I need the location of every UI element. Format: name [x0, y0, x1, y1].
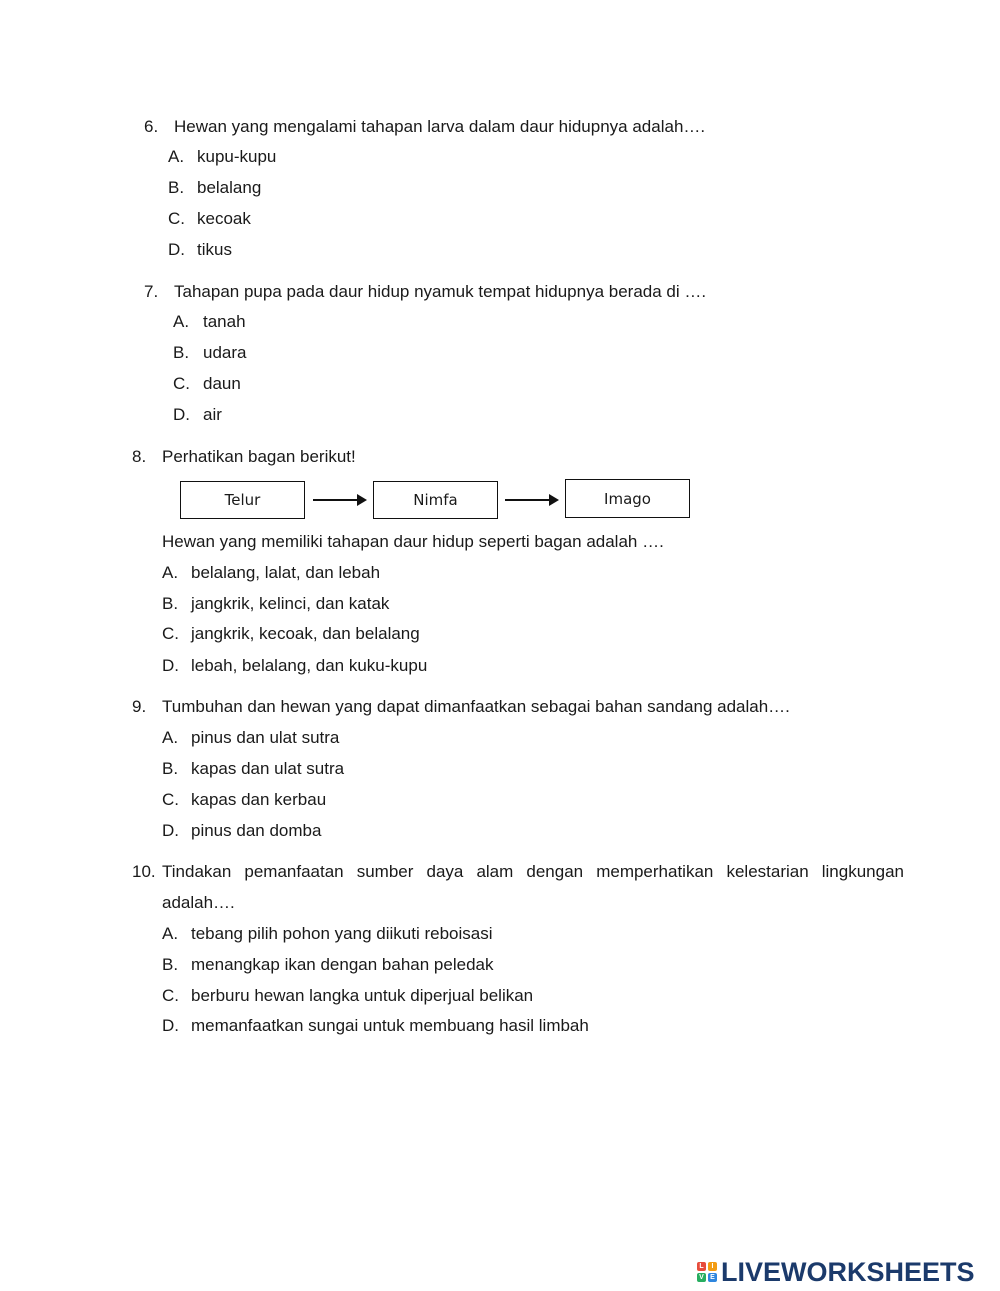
- option-letter: A.: [173, 312, 190, 331]
- logo-wordmark: LIVEWORKSHEETS: [721, 1256, 975, 1287]
- option-text: kupu-kupu: [197, 147, 277, 166]
- question-number: 9.: [132, 697, 147, 716]
- option-letter: D.: [173, 405, 190, 424]
- option-letter: A.: [162, 728, 179, 747]
- question-number: 7.: [144, 282, 159, 301]
- option-text: air: [203, 405, 222, 424]
- option-text: jangkrik, kecoak, dan belalang: [191, 624, 420, 643]
- option-letter: B.: [162, 955, 179, 974]
- liveworksheets-logo-icon: [697, 1262, 717, 1282]
- question-text-line1: Tindakan pemanfaatan sumber daya alam dengan memperhatikan kelestarian lingkungan: [162, 862, 904, 881]
- option-text: memanfaatkan sungai untuk membuang hasil limbah: [191, 1016, 589, 1035]
- option-letter: A.: [168, 147, 185, 166]
- option-letter: A.: [162, 563, 179, 582]
- question-text: Tahapan pupa pada daur hidup nyamuk tempat hidupnya berada di ….: [174, 282, 707, 301]
- option-letter: C.: [162, 790, 179, 809]
- question-text: Hewan yang mengalami tahapan larva dalam daur hidupnya adalah….: [174, 117, 706, 136]
- option-text: tikus: [197, 240, 232, 259]
- question-followup: Hewan yang memiliki tahapan daur hidup seperti bagan adalah ….: [162, 532, 664, 551]
- option-letter: B.: [168, 178, 185, 197]
- option-letter: C.: [162, 624, 179, 643]
- option-letter: B.: [162, 594, 179, 613]
- option-text: belalang: [197, 178, 262, 197]
- option-text: udara: [203, 343, 247, 362]
- arrow-icon: [313, 499, 365, 501]
- option-letter: D.: [162, 656, 179, 675]
- option-text: pinus dan ulat sutra: [191, 728, 340, 747]
- option-letter: C.: [168, 209, 185, 228]
- option-text: lebah, belalang, dan kuku-kupu: [191, 656, 428, 675]
- logo-tile-l: L: [697, 1262, 706, 1271]
- option-letter: D.: [168, 240, 185, 259]
- option-text: menangkap ikan dengan bahan peledak: [191, 955, 494, 974]
- option-letter: B.: [162, 759, 179, 778]
- arrow-icon: [505, 499, 557, 501]
- diagram-box-nimfa: Nimfa: [373, 481, 498, 519]
- logo-tile-i: I: [708, 1262, 717, 1271]
- option-letter: D.: [162, 1016, 179, 1035]
- question-number: 6.: [144, 117, 159, 136]
- option-letter: D.: [162, 821, 179, 840]
- option-text: kapas dan ulat sutra: [191, 759, 345, 778]
- question-number: 8.: [132, 447, 147, 466]
- option-text: kecoak: [197, 209, 251, 228]
- option-text: berburu hewan langka untuk diperjual belikan: [191, 986, 534, 1005]
- liveworksheets-logo[interactable]: [697, 1257, 975, 1287]
- logo-tile-v: V: [697, 1273, 706, 1282]
- option-text: daun: [203, 374, 241, 393]
- option-text: belalang, lalat, dan lebah: [191, 563, 381, 582]
- question-text: Tumbuhan dan hewan yang dapat dimanfaatkan sebagai bahan sandang adalah….: [162, 697, 790, 716]
- option-letter: B.: [173, 343, 190, 362]
- option-letter: A.: [162, 924, 179, 943]
- option-text: tebang pilih pohon yang diikuti reboisasi: [191, 924, 493, 943]
- question-text: Perhatikan bagan berikut!: [162, 447, 356, 466]
- option-text: kapas dan kerbau: [191, 790, 327, 809]
- question-number: 10.: [132, 862, 156, 881]
- option-text: tanah: [203, 312, 246, 331]
- logo-tile-e: E: [708, 1273, 717, 1282]
- diagram-box-imago: Imago: [565, 479, 690, 518]
- option-text: jangkrik, kelinci, dan katak: [191, 594, 390, 613]
- option-letter: C.: [173, 374, 190, 393]
- option-letter: C.: [162, 986, 179, 1005]
- diagram-box-telur: Telur: [180, 481, 305, 519]
- option-text: pinus dan domba: [191, 821, 322, 840]
- question-text-line2: adalah….: [162, 893, 235, 912]
